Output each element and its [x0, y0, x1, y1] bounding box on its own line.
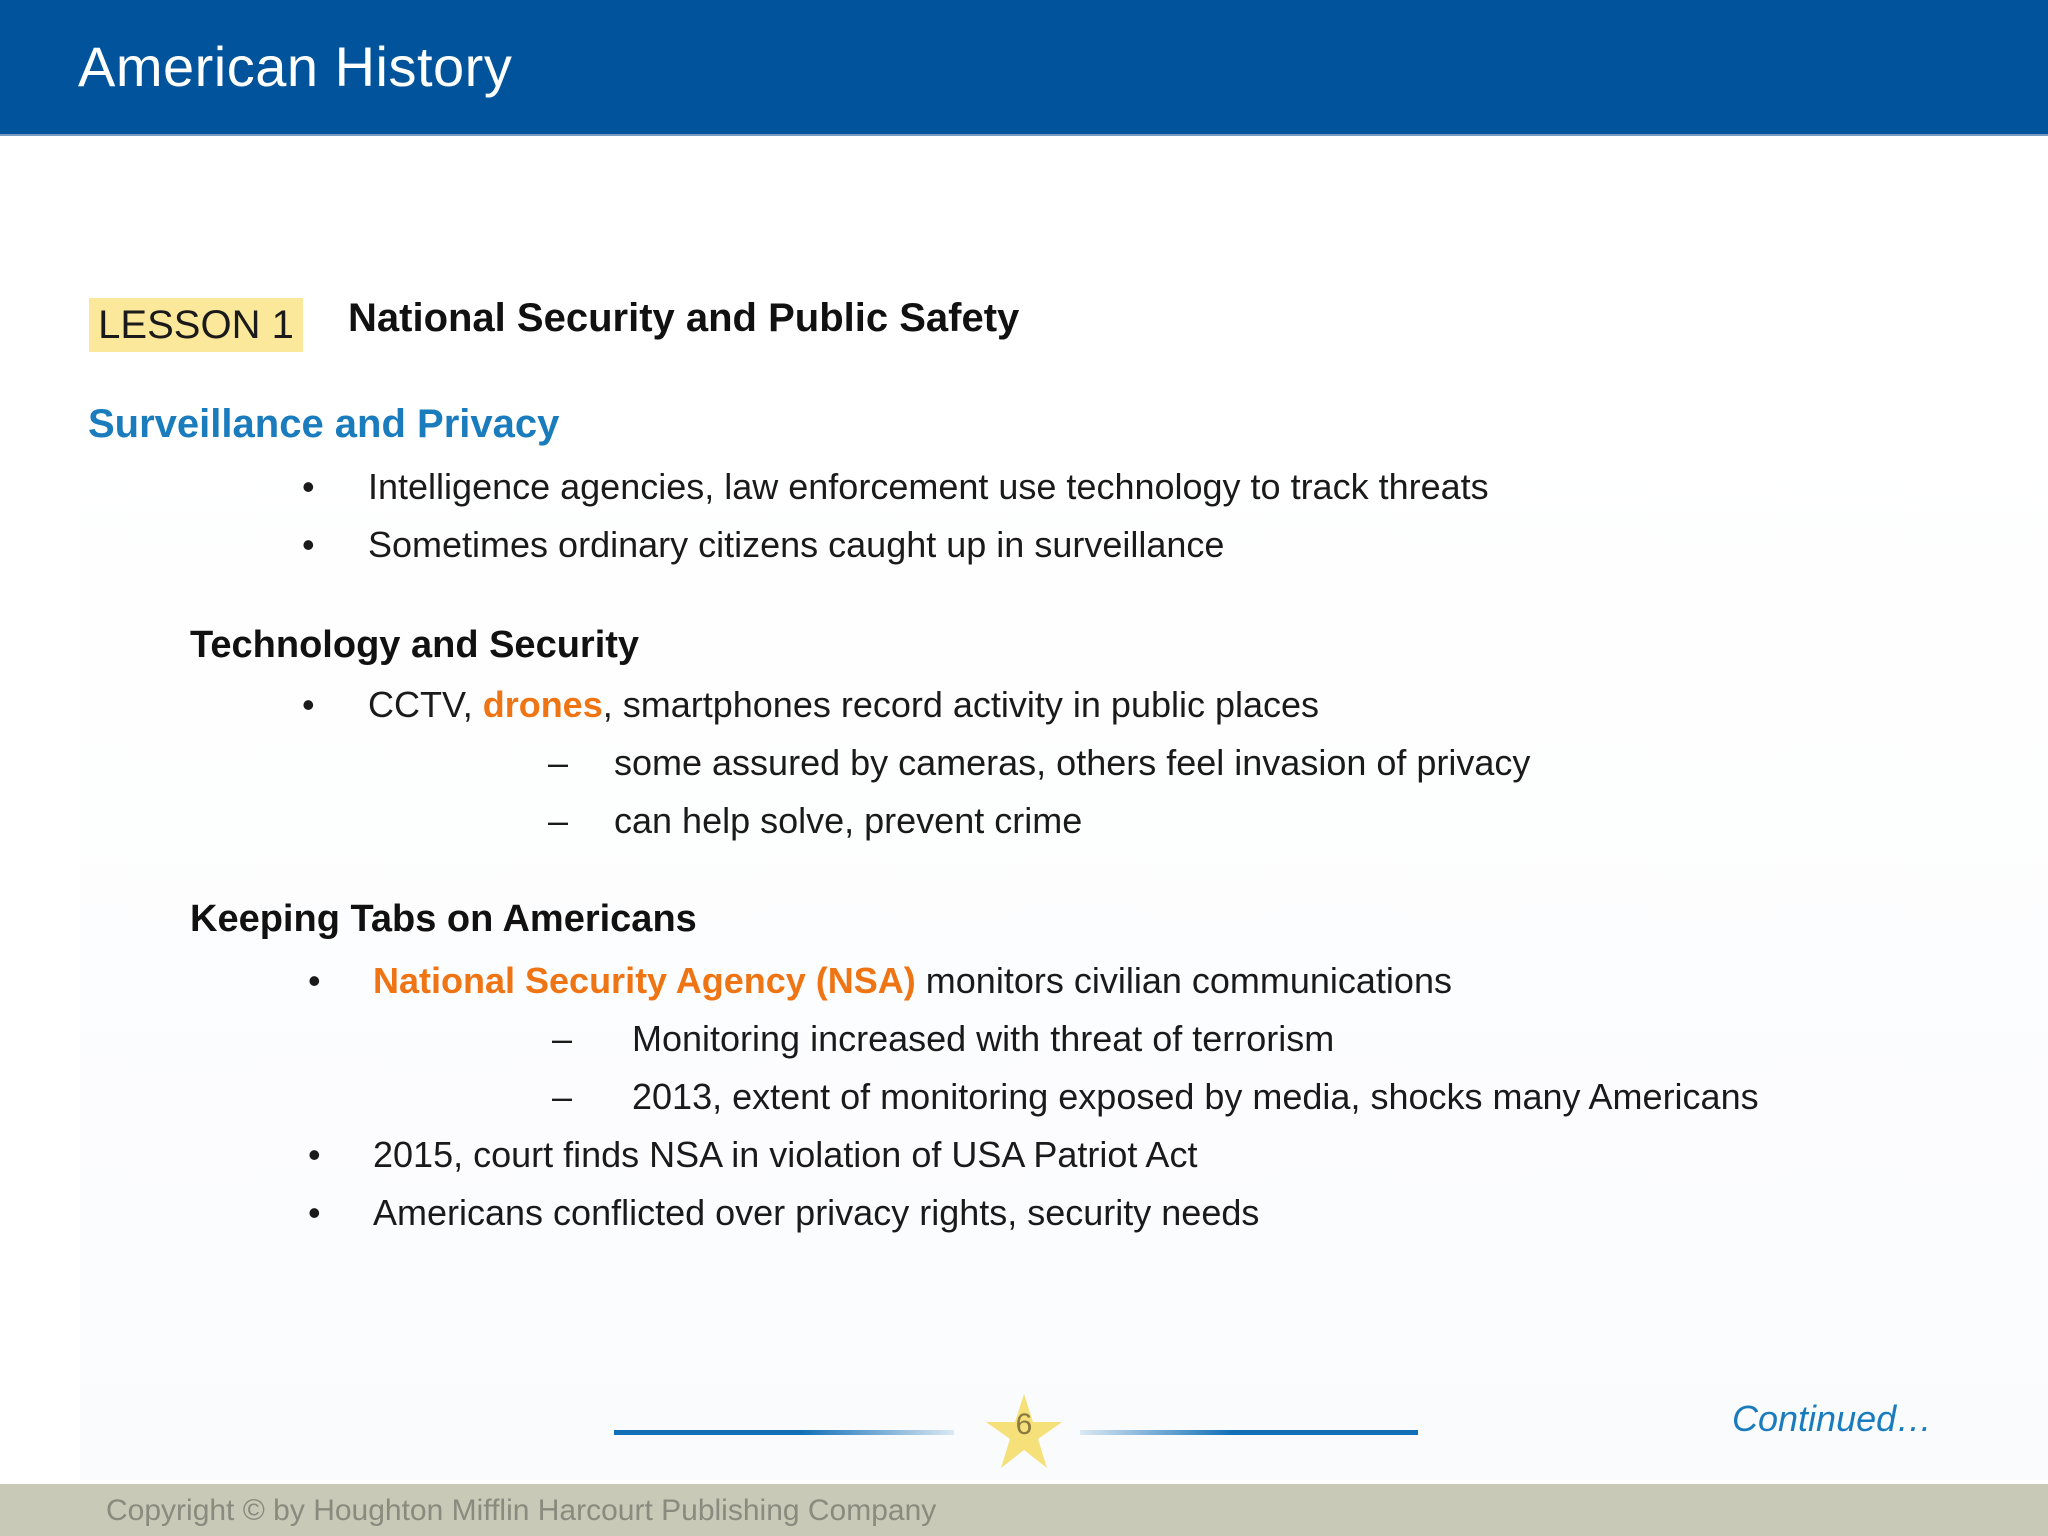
tech-bullet	[368, 684, 1319, 726]
tabs-heading: Keeping Tabs on Americans	[190, 898, 697, 940]
page-rule-right	[1080, 1430, 1418, 1435]
page-rule-left	[614, 1430, 954, 1435]
tabs-bullet-1: 2015, court finds NSA in violation of USA Patriot Act	[373, 1134, 1198, 1175]
bullet-intro-2: Sometimes ordinary citizens caught up in surveillance	[368, 524, 1225, 565]
nsa-sub-2: 2013, extent of monitoring exposed by media, shocks many Americans	[632, 1076, 1759, 1117]
nsa-bullet	[373, 960, 1452, 1002]
header-bar	[0, 0, 2048, 136]
lesson-title: National Security and Public Safety	[348, 296, 1020, 340]
tech-bullet-suffix: , smartphones record activity in public places	[602, 684, 1320, 725]
footer-bar	[0, 1484, 2048, 1536]
lesson-badge: LESSON 1	[89, 298, 303, 352]
copyright-text: Copyright © by Houghton Mifflin Harcourt Publishing Company	[106, 1494, 937, 1527]
dash-marker: –	[552, 1018, 573, 1059]
page-number: 6	[1015, 1408, 1033, 1441]
tech-sub-1: some assured by cameras, others feel invasion of privacy	[614, 742, 1531, 783]
tech-bullet-prefix: CCTV,	[368, 684, 483, 725]
bullet-marker: •	[302, 524, 315, 565]
tech-heading: Technology and Security	[190, 624, 640, 666]
course-title: American History	[78, 35, 513, 98]
nsa-sub-1: Monitoring increased with threat of terrorism	[632, 1018, 1335, 1059]
bullet-marker: •	[302, 466, 315, 507]
bullet-marker: •	[308, 1192, 321, 1233]
bullet-marker: •	[308, 960, 321, 1001]
bullet-marker: •	[302, 684, 315, 725]
nsa-bullet-suffix: monitors civilian communications	[915, 960, 1452, 1001]
dash-marker: –	[552, 1076, 573, 1117]
bullet-intro-1: Intelligence agencies, law enforcement use technology to track threats	[368, 466, 1489, 507]
tech-sub-2: can help solve, prevent crime	[614, 800, 1083, 841]
section-title: Surveillance and Privacy	[88, 402, 560, 446]
dash-marker: –	[548, 742, 569, 783]
bullet-marker: •	[308, 1134, 321, 1175]
content-background	[80, 420, 2048, 1480]
drones-term: drones	[482, 684, 603, 725]
continued-label: Continued…	[1732, 1398, 1933, 1439]
tabs-bullet-2: Americans conflicted over privacy rights, security needs	[373, 1192, 1260, 1233]
dash-marker: –	[548, 800, 569, 841]
nsa-term: National Security Agency (NSA)	[373, 960, 916, 1001]
